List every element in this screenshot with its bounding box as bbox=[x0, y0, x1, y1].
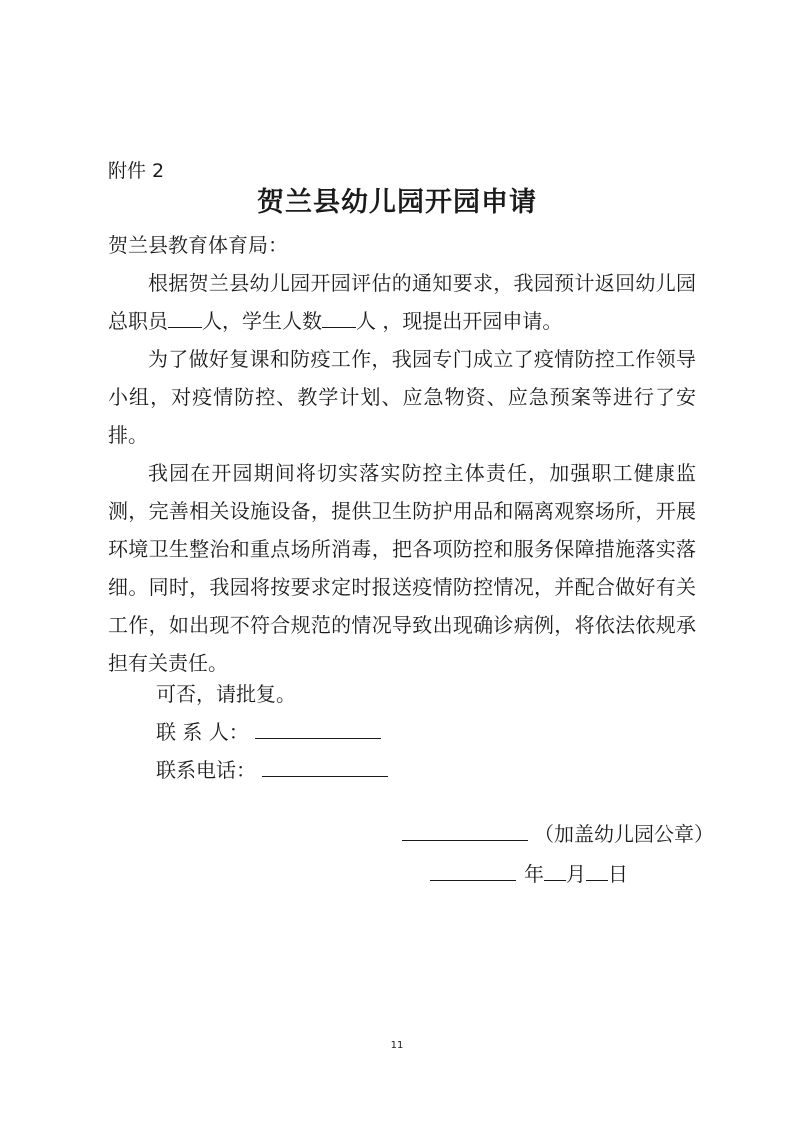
stamp-blank bbox=[402, 820, 528, 841]
para1-text-c: 人 ，现提出开园申请。 bbox=[356, 309, 563, 333]
document-body bbox=[108, 226, 696, 682]
contact-phone-label: 联系电话： bbox=[156, 758, 256, 782]
stamp-row bbox=[402, 818, 714, 847]
para1-text-b: 人，学生人数 bbox=[202, 309, 322, 333]
contact-person-row bbox=[156, 716, 381, 745]
month-label: 月 bbox=[566, 862, 586, 886]
year-label: 年 bbox=[524, 862, 544, 886]
staff-count-blank bbox=[168, 307, 202, 328]
day-label: 日 bbox=[608, 862, 628, 886]
attachment-label: 附件 2 bbox=[108, 160, 165, 182]
contact-person-label: 联 系 人： bbox=[156, 720, 249, 744]
paragraph-3: 我园在开园期间将切实落实防控主体责任，加强职工健康监测，完善相关设施设备，提供卫生防护用品和隔离观察场所，开展环境卫生整治和重点场所消毒，把各项防控和服务保障措施落实落细。同时，我园将按要求定时报送疫情防控情况，并配合做好有关工作，如出现不符合规范的情况导致出现确诊病例，将依法依规承担有关责任。 bbox=[108, 461, 696, 675]
page-number: 11 bbox=[390, 1040, 404, 1051]
contact-phone-row bbox=[156, 754, 388, 783]
year-blank bbox=[430, 860, 516, 881]
document-title: 贺兰县幼儿园开园申请 bbox=[257, 187, 537, 218]
contact-person-blank bbox=[255, 718, 381, 739]
day-blank bbox=[586, 860, 608, 881]
student-count-blank bbox=[322, 307, 356, 328]
stamp-note: （加盖幼儿园公章） bbox=[534, 822, 714, 846]
month-blank bbox=[544, 860, 566, 881]
date-row bbox=[430, 858, 628, 887]
para1-text-a: 根据贺兰县幼儿园开园评估的通知要求，我园预计返回幼儿园总职员 bbox=[108, 271, 696, 333]
contact-phone-blank bbox=[262, 756, 388, 777]
paragraph-2: 为了做好复课和防疫工作，我园专门成立了疫情防控工作领导小组，对疫情防控、教学计划、应急物资、应急预案等进行了安排。 bbox=[108, 347, 696, 447]
paragraph-1 bbox=[108, 264, 696, 340]
addressee: 贺兰县教育体育局： bbox=[108, 233, 288, 257]
request-line: 可否，请批复。 bbox=[156, 682, 296, 706]
